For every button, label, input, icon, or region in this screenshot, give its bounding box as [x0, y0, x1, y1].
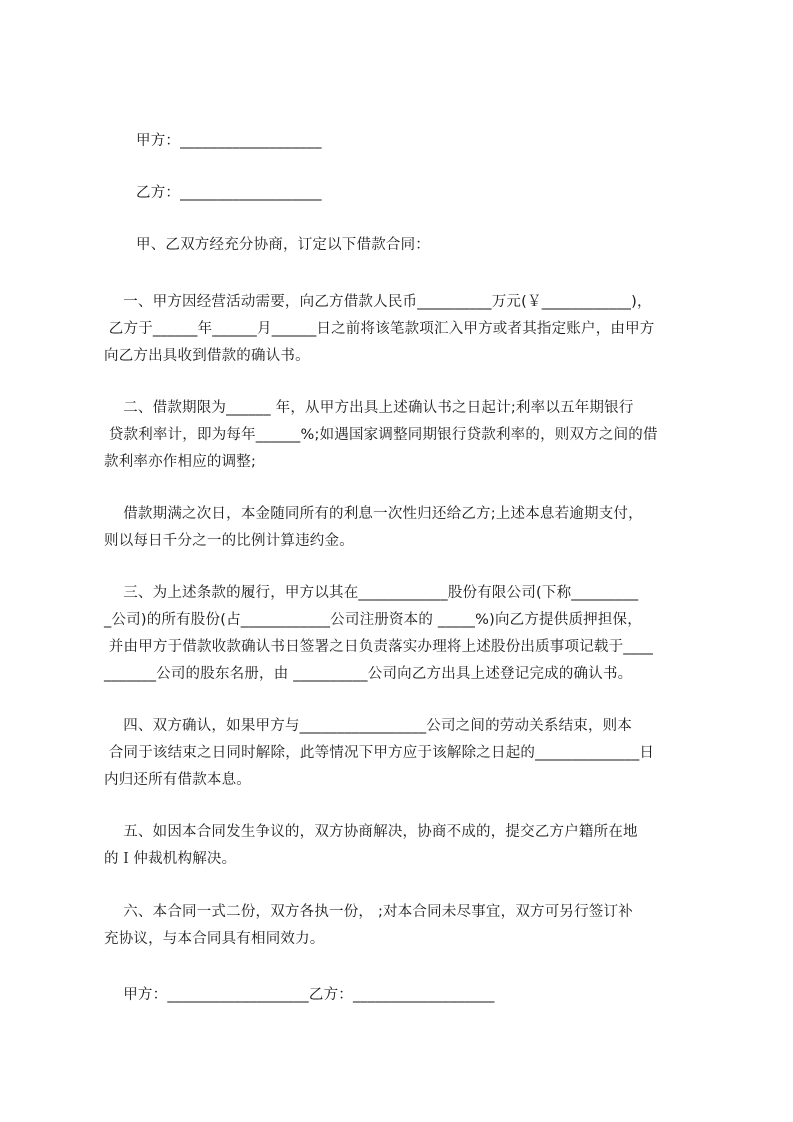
clause-1-line-3: 向乙方出具收到借款的确认书。 — [104, 348, 310, 364]
clause-4-line-2: 合同于该结束之日同时解除，此等情况下甲方应于该解除之日起的______________日 — [104, 745, 655, 761]
contract-intro: 甲、乙双方经充分协商，订定以下借款合同： — [136, 237, 430, 253]
clause-2-line-1: 二、借款期限为______ 年，从甲方出具上述确认书之日起计;利率以五年期银行 — [104, 400, 634, 416]
clause-4-line-3: 内归还所有借款本息。 — [104, 772, 251, 788]
clause-5-line-1: 五、如因本合同发生争议的，双方协商解决，协商不成的，提交乙方户籍所在地 — [104, 824, 638, 840]
clause-2-line-2: 贷款利率计，即为每年______%;如遇国家调整同期银行贷款利率的，则双方之间的借 — [104, 427, 658, 443]
clause-6-line-2: 充协议，与本合同具有相同效力。 — [104, 931, 325, 947]
clause-6-line-1: 六、本合同一式二份，双方各执一份， ;对本合同未尽事宜，双方可另行签订补 — [104, 904, 633, 920]
clause-1-line-1: 一、甲方因经营活动需要，向乙方借款人民币__________万元(￥____________)， — [104, 294, 652, 310]
clause-3-line-1: 三、为上述条款的履行，甲方以其在____________股份有限公司(下称_________ — [104, 585, 639, 601]
clause-5-line-2: 的Ｉ仲裁机构解决。 — [104, 851, 237, 867]
clause-4-line-1: 四、双方确认，如果甲方与_________________公司之间的劳动关系结束，则本 — [104, 718, 633, 734]
signature-line: 甲方：___________________乙方：___________________ — [104, 987, 495, 1003]
party-a-header: 甲方：___________________ — [136, 133, 322, 149]
clause-3-line-2: _公司)的所有股份(占____________公司注册资本的 _____%)向乙方提供质押担保， — [104, 612, 642, 628]
clause-2b-line-1: 借款期满之次日，本金随同所有的利息一次性归还给乙方;上述本息若逾期支付， — [104, 506, 643, 522]
clause-2-line-3: 款利率亦作相应的调整; — [104, 454, 257, 470]
clause-3-line-3: 并由甲方于借款收款确认书日签署之日负责落实办理将上述股份出质事项记载于____ — [104, 639, 654, 655]
party-b-header: 乙方：___________________ — [136, 185, 322, 201]
clause-2b-line-2: 则以每日千分之一的比例计算违约金。 — [104, 533, 354, 549]
clause-1-line-2: 乙方于______年______月______日之前将该笔款项汇入甲方或者其指定账户，由甲方 — [104, 321, 655, 337]
clause-3-line-4: _______公司的股东名册，由 __________公司向乙方出具上述登记完成的确认书。 — [104, 666, 633, 682]
